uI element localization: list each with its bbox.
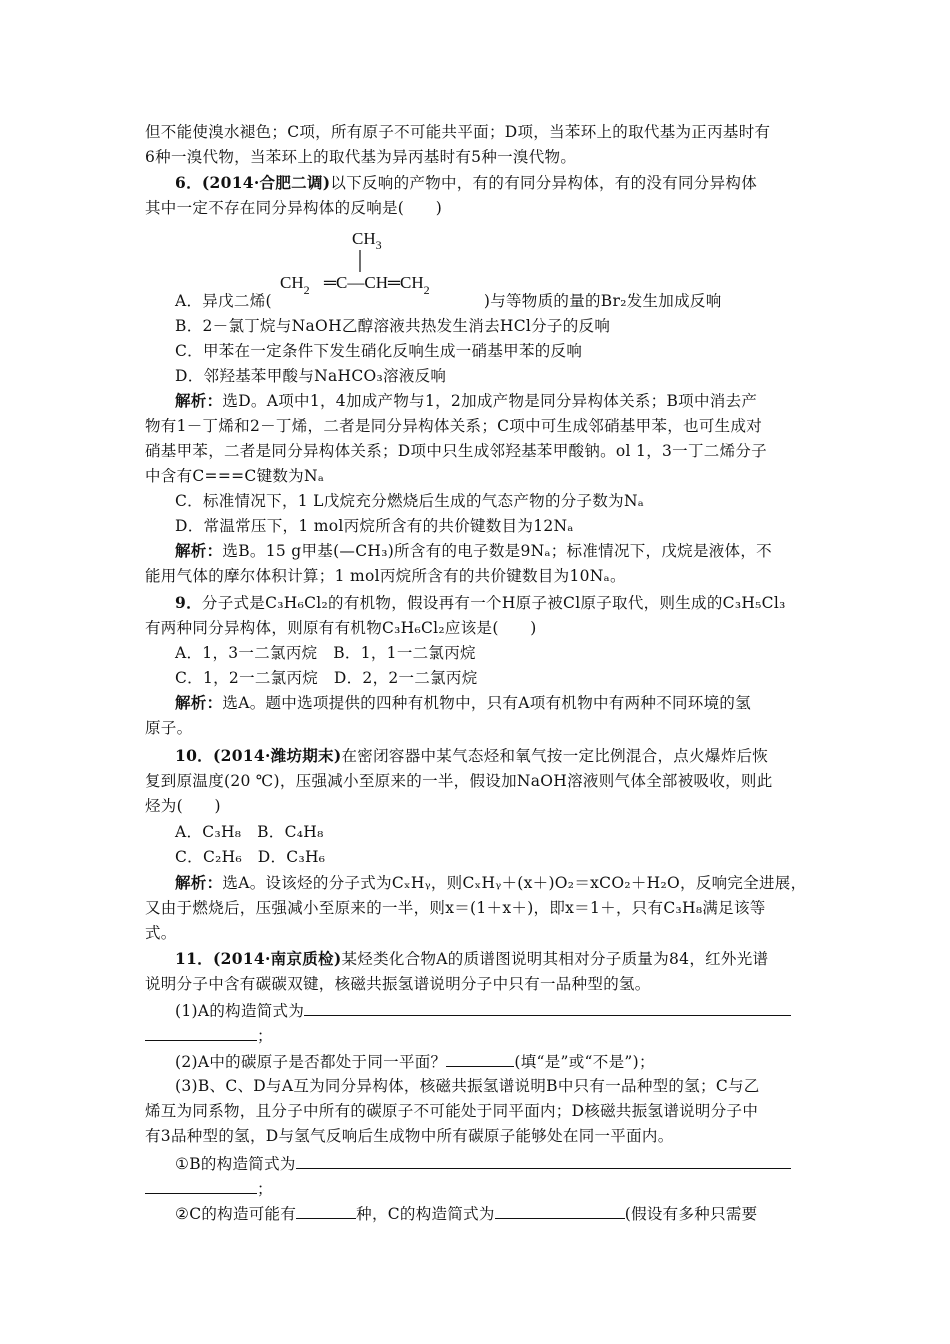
option-c: C．标准情况下，1 L戊烷充分燃烧后生成的气态产物的分子数为Nₐ xyxy=(175,492,645,510)
question-10: 10．(2014·潍坊期末)在密闭容器中某气态烃和氧气按一定比例混合，点火爆炸后恢 xyxy=(175,746,769,765)
options-cd: C．C₂H₆ D．C₃H₆ xyxy=(175,848,326,866)
question-text: 以下反响的产物中，有的有同分异构体，有的没有同分异构体 xyxy=(330,174,758,192)
answer-blank[interactable] xyxy=(145,1024,257,1041)
analysis-10: 解析：选A。设该烃的分子式为CₓHᵧ，则CₓHᵧ＋(x＋)O₂＝xCO₂＋H₂O，反响完全进展， xyxy=(175,873,807,892)
options-cd: C．1，2一二氯丙烷 D．2，2一二氯丙烷 xyxy=(175,669,478,687)
text-line: 但不能使溴水褪色；C项，所有原子不可能共平面；D项，当苯环上的取代基为正丙基时有 xyxy=(145,123,771,141)
text-line: 6种一溴代物，当苯环上的取代基为异丙基时有5种一溴代物。 xyxy=(145,148,577,166)
analysis-6: 解析：选D。A项中1，4加成产物与1，2加成产物是同分异构体关系；B项中消去产 xyxy=(175,391,758,410)
question-number: 10． xyxy=(175,746,213,765)
question-number: 11． xyxy=(175,949,213,968)
question-number: 6． xyxy=(175,173,202,192)
option-d: D．邻羟基苯甲酸与NaHCO₃溶液反响 xyxy=(175,367,447,385)
answer-blank[interactable] xyxy=(304,999,791,1016)
option-c: C．甲苯在一定条件下发生硝化反响生成一硝基甲苯的反响 xyxy=(175,342,583,360)
formula-main-chain: $═C—CH═CH_2$ xyxy=(324,273,430,297)
analysis-8: 解析：选B。15 g甲基(—CH₃)所含有的电子数是9Nₐ；标准情况下，戊烷是液体，不 xyxy=(175,541,772,560)
question-source: (2014·潍坊期末) xyxy=(212,746,342,765)
text-line: 说明分子中含有碳碳双键，核磁共振氢谱说明分子中只有一品种型的氢。 xyxy=(145,975,651,993)
analysis-9: 解析：选A。题中选项提供的四种有机物中，只有A项有机物中有两种不同环境的氢 xyxy=(175,693,751,712)
options-ab: A．1，3一二氯丙烷 B．1，1一二氯丙烷 xyxy=(175,644,476,662)
text-line: 中含有C===C键数为Nₐ xyxy=(145,467,325,485)
question-11-part-3-b-cont: ； xyxy=(145,1177,810,1200)
options-ab: A．C₃H₈ B．C₄H₈ xyxy=(175,823,324,841)
answer-blank[interactable] xyxy=(446,1050,514,1067)
text-line: 物有1－丁烯和2－丁烯，二者是同分异构体关系；C项中可生成邻硝基甲苯，也可生成对 xyxy=(145,417,763,435)
option-a: A．异戊二烯( )与等物质的量的Br₂发生加成反响 xyxy=(175,292,722,310)
question-number: 9． xyxy=(175,593,202,612)
question-source: (2014·合肥二调) xyxy=(201,173,331,192)
analysis-label: 解析： xyxy=(175,873,223,892)
text-line: 复到原温度(20 ℃)，压强减小至原来的一半，假设加NaOH溶液则气体全部被吸收，则此 xyxy=(145,772,773,790)
text-line: 能用气体的摩尔体积计算；1 mol丙烷所含有的共价键数目为10Nₐ。 xyxy=(145,567,626,585)
text-line: 烯互为同系物，且分子中所有的碳原子不可能处于同平面内；D核磁共振氢谱说明分子中 xyxy=(145,1102,759,1120)
question-11: 11．(2014·南京质检)某烃类化合物A的质谱图说明其相对分子质量为84，红外光谱 xyxy=(175,949,769,968)
option-b: B．2－氯丁烷与NaOH乙醇溶液共热发生消去HCl分子的反响 xyxy=(175,317,611,335)
analysis-label: 解析： xyxy=(175,391,223,410)
option-d: D．常温常压下，1 mol丙烷所含有的共价键数目为12Nₐ xyxy=(175,517,574,535)
text-line: 烃为( ) xyxy=(145,797,221,815)
text-line: 式。 xyxy=(145,924,177,942)
text-line: 硝基甲苯，二者是同分异构体关系；D项中只生成邻羟基苯甲酸钠。ol 1，3一丁二烯分子 xyxy=(145,442,767,460)
question-11-part-3-c: ②C的构造可能有 种，C的构造简式为 (假设有多种只需要 xyxy=(175,1202,810,1225)
answer-blank[interactable] xyxy=(145,1177,257,1194)
answer-blank[interactable] xyxy=(296,1202,356,1219)
question-11-part-1-cont: ； xyxy=(145,1024,810,1047)
question-11-part-3-b: ①B的构造简式为 xyxy=(175,1152,810,1175)
formula-ch2-left: $CH_2$ xyxy=(280,273,310,297)
question-11-part-2: (2)A中的碳原子是否都处于同一平面？ (填“是”或“不是”)； xyxy=(175,1050,810,1073)
analysis-label: 解析： xyxy=(175,541,223,560)
question-9: 9．分子式是C₃H₆Cl₂的有机物，假设再有一个H原子被Cl原子取代，则生成的C₃H₅Cl₃ xyxy=(175,593,786,612)
text-line: 又由于燃烧后，压强减小至原来的一半，则x＝(1＋x＋)，即x＝1＋，只有C₃H₈满足该等 xyxy=(145,899,766,917)
text-line: 原子。 xyxy=(145,719,193,737)
question-6 xyxy=(175,172,810,194)
text-line: (3)B、C、D与A互为同分异构体，核磁共振氢谱说明B中只有一品种型的氢；C与乙 xyxy=(175,1077,760,1095)
question-11-part-1: (1)A的构造简式为 xyxy=(175,999,810,1022)
text-line: 其中一定不存在同分异构体的反响是( ) xyxy=(145,199,443,217)
analysis-label: 解析： xyxy=(175,693,223,712)
isoprene-structural-formula xyxy=(280,228,495,298)
question-source: (2014·南京质检) xyxy=(212,949,342,968)
text-line: 有3品种型的氢，D与氢气反响后生成物中所有碳原子能够处在同一平面内。 xyxy=(145,1127,674,1145)
answer-blank[interactable] xyxy=(296,1152,791,1169)
text-line: 有两种同分异构体，则原有有机物C₃H₆Cl₂应该是( ) xyxy=(145,619,537,637)
answer-blank[interactable] xyxy=(495,1202,625,1219)
formula-ch3: $CH_3$ xyxy=(352,229,382,252)
